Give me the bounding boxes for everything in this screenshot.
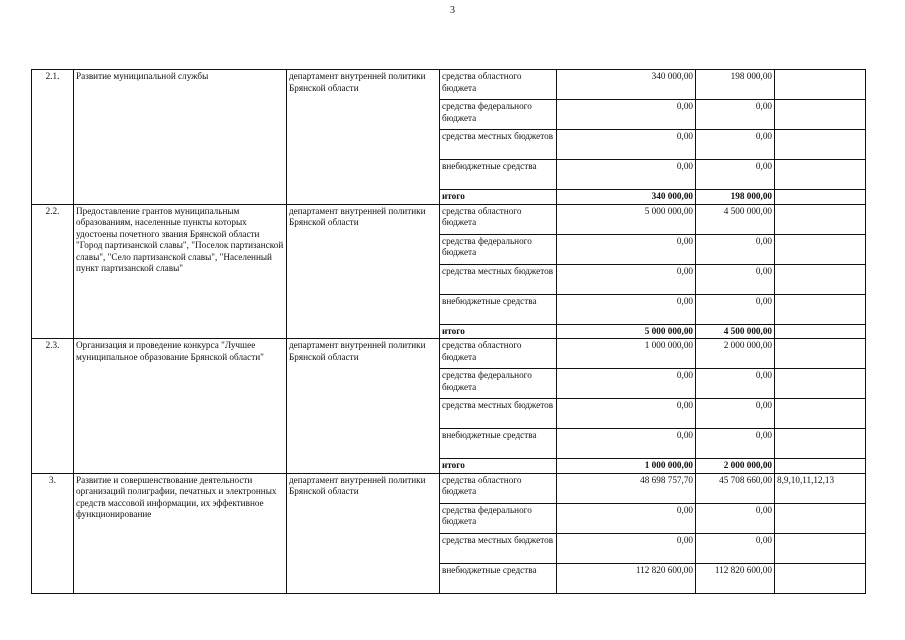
amount-year-1: 0,00 — [557, 429, 696, 459]
funding-source: средства областного бюджета — [440, 204, 557, 234]
indicator-numbers: 8,9,10,11,12,13 — [775, 473, 866, 503]
amount-year-1: 0,00 — [557, 264, 696, 294]
amount-year-1: 0,00 — [557, 294, 696, 324]
table-row — [32, 473, 866, 503]
amount-year-2: 0,00 — [696, 100, 775, 130]
amount-year-2: 0,00 — [696, 399, 775, 429]
amount-year-2: 0,00 — [696, 234, 775, 264]
amount-year-2: 2 000 000,00 — [696, 339, 775, 369]
funding-source: итого — [440, 190, 557, 205]
funding-source: средства областного бюджета — [440, 70, 557, 100]
amount-year-1: 5 000 000,00 — [557, 324, 696, 339]
indicator-numbers — [775, 399, 866, 429]
table-row — [32, 204, 866, 234]
amount-year-2: 112 820 600,00 — [696, 563, 775, 593]
amount-year-1: 0,00 — [557, 130, 696, 160]
funding-source: средства местных бюджетов — [440, 264, 557, 294]
amount-year-2: 0,00 — [696, 294, 775, 324]
indicator-numbers — [775, 160, 866, 190]
table-row — [32, 70, 866, 100]
amount-year-1: 0,00 — [557, 160, 696, 190]
funding-source: средства местных бюджетов — [440, 533, 557, 563]
indicator-numbers — [775, 204, 866, 234]
indicator-numbers — [775, 429, 866, 459]
item-executor: департамент внутренней политики Брянской области — [287, 339, 440, 474]
item-name: Организация и проведение конкурса "Лучшее муниципальное образование Брянской области" — [74, 339, 287, 474]
indicator-numbers — [775, 324, 866, 339]
amount-year-1: 0,00 — [557, 399, 696, 429]
amount-year-1: 0,00 — [557, 100, 696, 130]
indicator-numbers — [775, 369, 866, 399]
item-executor: департамент внутренней политики Брянской области — [287, 473, 440, 593]
indicator-numbers — [775, 100, 866, 130]
funding-source: средства федерального бюджета — [440, 100, 557, 130]
amount-year-1: 1 000 000,00 — [557, 459, 696, 474]
amount-year-1: 5 000 000,00 — [557, 204, 696, 234]
funding-source: средства федерального бюджета — [440, 234, 557, 264]
amount-year-1: 0,00 — [557, 234, 696, 264]
item-executor: департамент внутренней политики Брянской области — [287, 204, 440, 339]
item-executor: департамент внутренней политики Брянской области — [287, 70, 440, 205]
funding-source: средства местных бюджетов — [440, 130, 557, 160]
amount-year-2: 0,00 — [696, 503, 775, 533]
funding-source: итого — [440, 324, 557, 339]
item-number: 3. — [32, 473, 74, 593]
table-row — [32, 339, 866, 369]
budget-table — [31, 69, 866, 594]
amount-year-2: 4 500 000,00 — [696, 204, 775, 234]
indicator-numbers — [775, 503, 866, 533]
amount-year-1: 0,00 — [557, 503, 696, 533]
amount-year-2: 4 500 000,00 — [696, 324, 775, 339]
amount-year-2: 0,00 — [696, 369, 775, 399]
funding-source: средства местных бюджетов — [440, 399, 557, 429]
funding-source: внебюджетные средства — [440, 563, 557, 593]
amount-year-2: 2 000 000,00 — [696, 459, 775, 474]
amount-year-1: 112 820 600,00 — [557, 563, 696, 593]
amount-year-2: 0,00 — [696, 429, 775, 459]
funding-source: внебюджетные средства — [440, 429, 557, 459]
funding-source: средства федерального бюджета — [440, 503, 557, 533]
indicator-numbers — [775, 294, 866, 324]
item-name: Предоставление грантов муниципальным образованиям, населенные пункты которых удостоены почетного звания Брянской области "Город партизанской славы", "Поселок партизанской славы", "Село партизанской славы", "Населенный пункт партизанской славы" — [74, 204, 287, 339]
amount-year-1: 0,00 — [557, 533, 696, 563]
indicator-numbers — [775, 339, 866, 369]
item-number: 2.3. — [32, 339, 74, 474]
amount-year-2: 0,00 — [696, 533, 775, 563]
item-number: 2.1. — [32, 70, 74, 205]
amount-year-2: 0,00 — [696, 130, 775, 160]
indicator-numbers — [775, 459, 866, 474]
amount-year-1: 0,00 — [557, 369, 696, 399]
item-name: Развитие муниципальной службы — [74, 70, 287, 205]
table-body — [32, 70, 866, 594]
funding-source: средства областного бюджета — [440, 339, 557, 369]
indicator-numbers — [775, 234, 866, 264]
amount-year-1: 48 698 757,70 — [557, 473, 696, 503]
funding-source: итого — [440, 459, 557, 474]
indicator-numbers — [775, 563, 866, 593]
indicator-numbers — [775, 264, 866, 294]
amount-year-2: 198 000,00 — [696, 70, 775, 100]
funding-source: внебюджетные средства — [440, 294, 557, 324]
indicator-numbers — [775, 533, 866, 563]
funding-source: средства областного бюджета — [440, 473, 557, 503]
indicator-numbers — [775, 130, 866, 160]
page-number: 3 — [450, 5, 455, 16]
amount-year-2: 0,00 — [696, 160, 775, 190]
amount-year-2: 0,00 — [696, 264, 775, 294]
item-name: Развитие и совершенствование деятельности организаций полиграфии, печатных и электронных средств массовой информации, их эффективное функционирование — [74, 473, 287, 593]
amount-year-2: 198 000,00 — [696, 190, 775, 205]
funding-source: средства федерального бюджета — [440, 369, 557, 399]
indicator-numbers — [775, 190, 866, 205]
indicator-numbers — [775, 70, 866, 100]
amount-year-1: 340 000,00 — [557, 190, 696, 205]
amount-year-2: 45 708 660,00 — [696, 473, 775, 503]
item-number: 2.2. — [32, 204, 74, 339]
amount-year-1: 1 000 000,00 — [557, 339, 696, 369]
amount-year-1: 340 000,00 — [557, 70, 696, 100]
funding-source: внебюджетные средства — [440, 160, 557, 190]
